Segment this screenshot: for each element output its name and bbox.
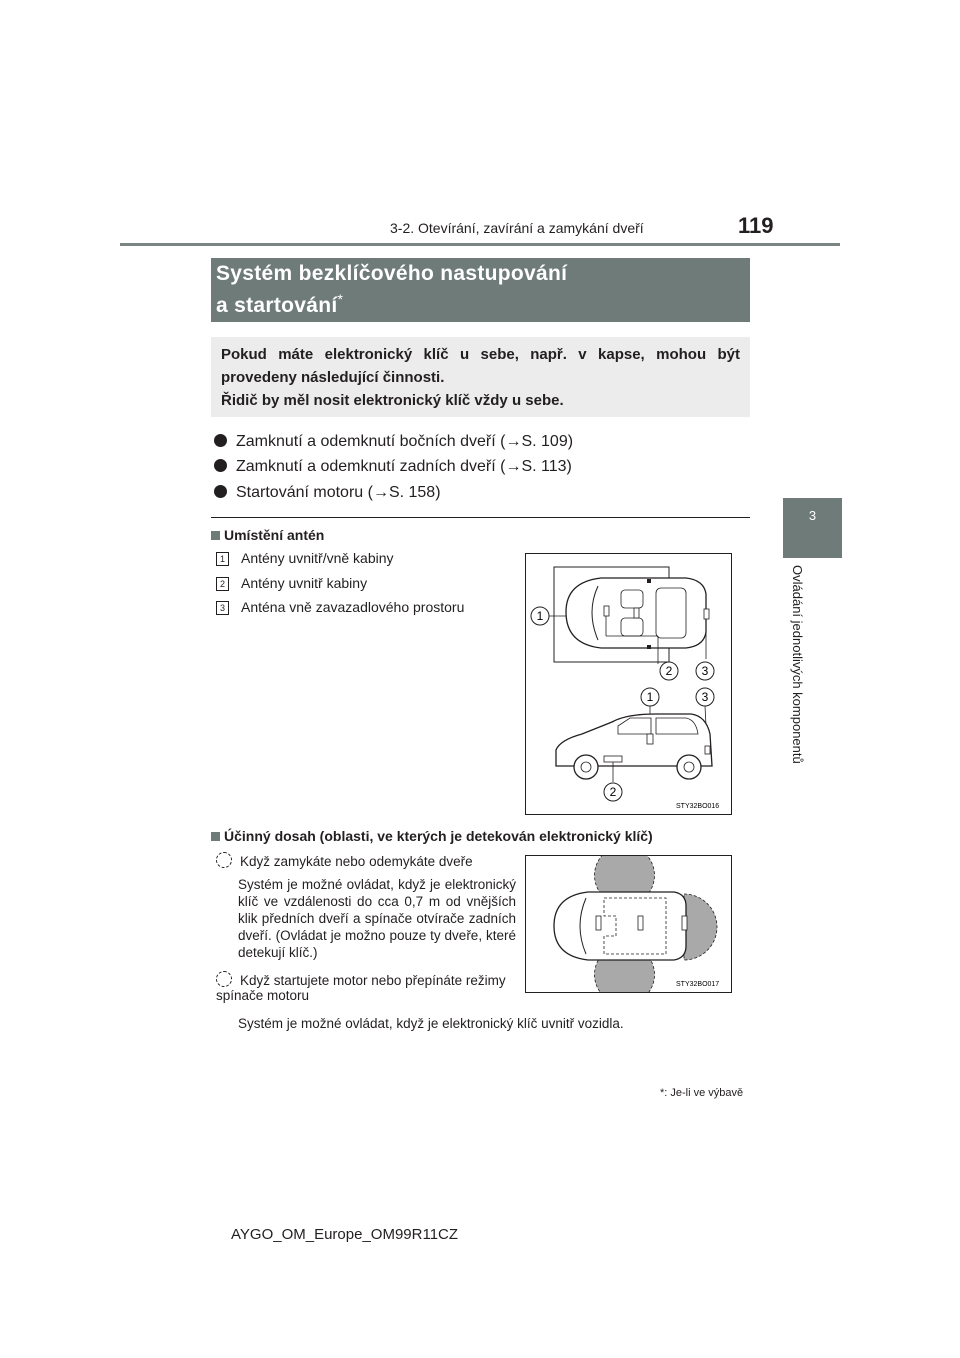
antenna-marker: [704, 609, 709, 619]
figure-code: STY32BO017: [676, 981, 720, 988]
page-title-line2: [216, 291, 343, 318]
list-item-text: Antény uvnitř/vně kabiny: [241, 550, 394, 566]
detection-area: [684, 894, 717, 960]
chapter-tab: [783, 498, 842, 558]
bullet-text: Zamknutí a odemknutí zadních dveří (→S. 113): [236, 458, 572, 475]
list-item-text: Antény uvnitř kabiny: [241, 575, 368, 591]
callout-label: 3: [701, 690, 709, 704]
footnote: *: Je-li ve výbavě: [660, 1087, 744, 1099]
list-item: [214, 433, 573, 451]
range-figure: [525, 855, 732, 993]
antenna-marker: [634, 608, 639, 618]
header-section-title: 3-2. Otevírání, zavírání a zamykání dveří: [390, 220, 644, 236]
list-item: [216, 599, 464, 615]
figure-code: STY32BO016: [676, 803, 720, 810]
page-title-line2-text: a startování: [216, 294, 338, 317]
bullet-icon: [214, 485, 227, 498]
number-box-icon: 3: [216, 601, 229, 615]
antenna-marker: [647, 734, 653, 744]
detection-area: [595, 956, 655, 992]
antenna-marker: [638, 916, 643, 930]
section-divider: [211, 517, 750, 518]
rear-wheel: [677, 755, 701, 779]
intro-line3: Řidič by měl nosit elektronický klíč vždy u sebe.: [221, 392, 564, 409]
antenna-marker: [604, 756, 622, 762]
range-item2-title-text: Když startujete motor nebo přepínáte režimy spínače motoru: [216, 973, 506, 1003]
number-box-icon: 2: [216, 577, 229, 591]
range-item1-title: [216, 852, 473, 869]
heading-square-icon: [211, 531, 220, 540]
antenna-marker: [682, 916, 687, 930]
antenna-diagram-svg: [526, 554, 731, 814]
bullet-text: Zamknutí a odemknutí bočních dveří (→S. 109): [236, 433, 574, 450]
range-item1-title-text: Když zamykáte nebo odemykáte dveře: [240, 854, 473, 869]
antenna-figure: [525, 553, 732, 815]
bullet-text: Startování motoru (→S. 158): [236, 484, 441, 501]
range-diagram-svg: [526, 856, 731, 992]
range-heading: [211, 828, 653, 844]
page-number: 119: [738, 213, 774, 238]
dashed-circle-icon: [216, 852, 232, 868]
antenna-heading-text: Umístění antén: [224, 527, 325, 543]
callout-label: 2: [665, 664, 673, 678]
page-title-line1: Systém bezklíčového nastupování: [216, 262, 568, 285]
page-title-box: [211, 258, 750, 322]
footer-model-code: AYGO_OM_Europe_OM99R11CZ: [231, 1226, 459, 1243]
intro-box: [211, 337, 750, 417]
list-item: [214, 484, 441, 502]
detection-area: [595, 856, 655, 894]
front-wheel: [574, 755, 598, 779]
range-item1-body: Systém je možné ovládat, když je elektronický klíč ve vzdálenosti do cca 0,7 m od vnějších klik předních dveří a spínače otvírače zadních dveří. (Ovládat je možno pouze ty dveře, které detekují klíč.): [238, 877, 516, 960]
antenna-heading: [211, 527, 324, 543]
intro-line2: provedeny následující činnosti.: [221, 369, 445, 386]
callout-label: 1: [646, 690, 654, 704]
title-footnote-star: *: [337, 291, 344, 307]
antenna-marker: [596, 916, 601, 930]
heading-square-icon: [211, 832, 220, 841]
list-item: [214, 458, 572, 476]
range-item2-body: Systém je možné ovládat, když je elektronický klíč uvnitř vozidla.: [238, 1016, 624, 1031]
antenna-marker: [647, 579, 651, 583]
chapter-title-vertical: Ovládání jednotlivých komponentů: [790, 565, 805, 764]
callout-label: 1: [536, 609, 544, 623]
list-item-text: Anténa vně zavazadlového prostoru: [241, 599, 465, 615]
antenna-marker: [647, 645, 651, 649]
header-divider: [120, 243, 840, 246]
range-item2-title: [216, 971, 516, 1003]
dashed-circle-icon: [216, 971, 232, 987]
chapter-number: 3: [808, 508, 817, 523]
list-item: [216, 575, 367, 591]
callout-label: 3: [701, 664, 709, 678]
number-box-icon: 1: [216, 552, 229, 566]
antenna-marker: [604, 606, 609, 616]
bullet-icon: [214, 434, 227, 447]
bullet-icon: [214, 459, 227, 472]
callout-label: 2: [609, 785, 617, 799]
antenna-marker: [705, 746, 710, 754]
list-item: [216, 550, 394, 566]
range-heading-text: Účinný dosah (oblasti, ve kterých je detekován elektronický klíč): [224, 828, 653, 844]
intro-line1: Pokud máte elektronický klíč u sebe, např. v kapse, mohou být: [221, 346, 740, 363]
